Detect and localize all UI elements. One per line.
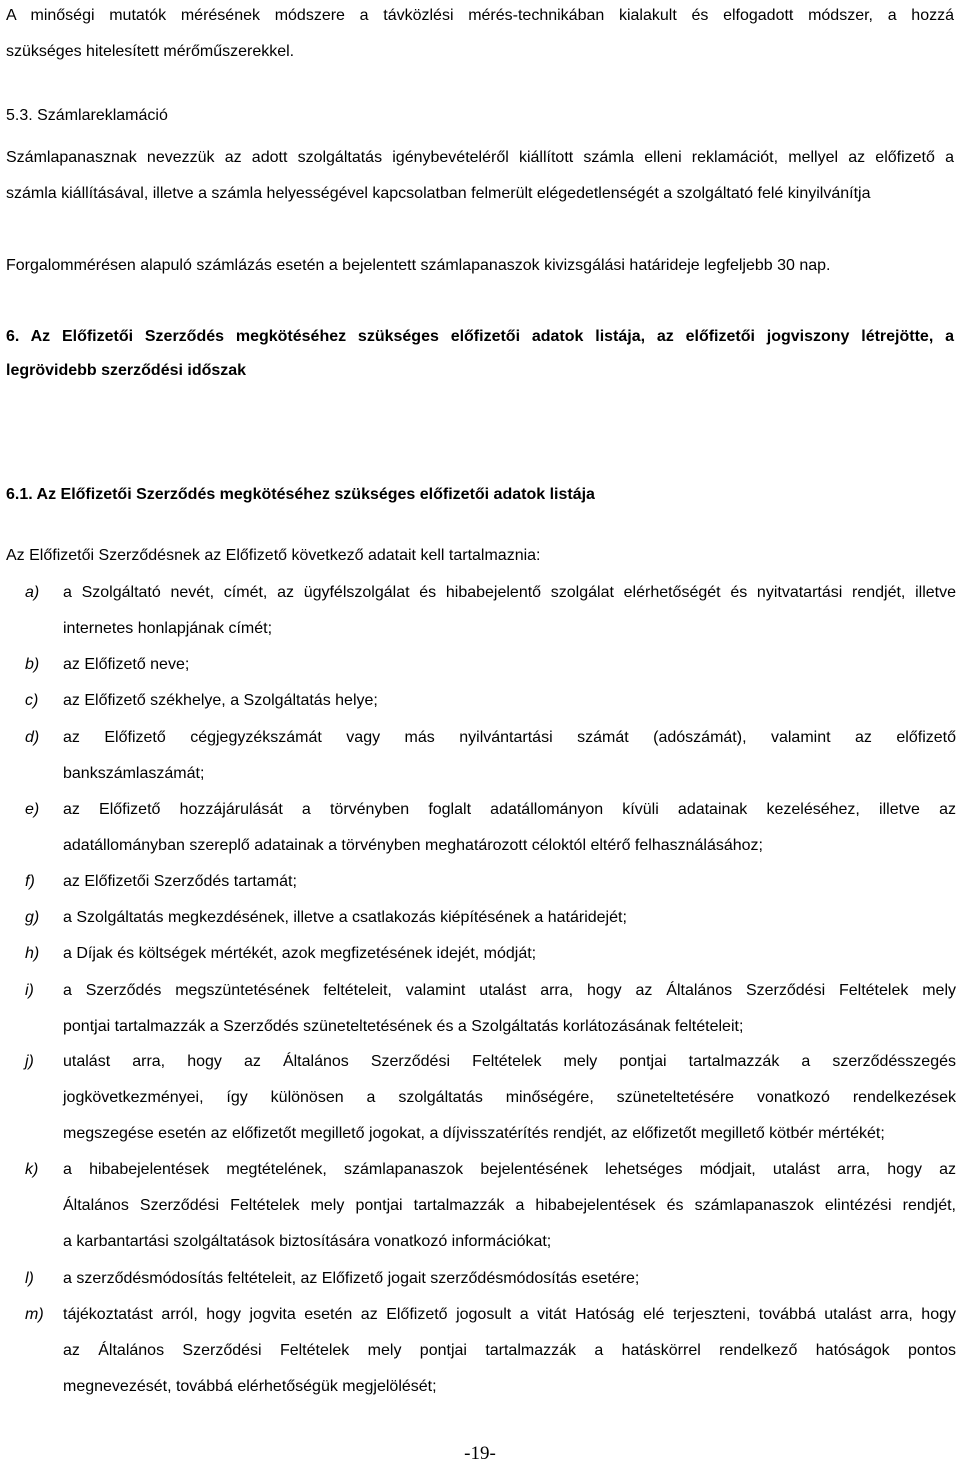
list-item-line: az Előfizető cégjegyzékszámát vagy más nyilvántartási számát (adószámát), valamint az előfizető [63, 729, 956, 746]
heading-line: 6. Az Előfizetői Szerződés megkötéséhez szükséges előfizetői adatok listája, az előfizetői jogviszony létrejötte, a [6, 328, 954, 345]
list-item-line: az Előfizető hozzájárulását a törvényben foglalt adatállományon kívüli adatainak kezeléséhez, illetve az [63, 801, 956, 818]
list-item-label: e) [25, 801, 40, 818]
list-item-line: tájékoztatást arról, hogy jogvita esetén az Előfizető jogosult a vitát Hatóság elé terjeszteni, továbbá utalást arra, hogy [63, 1306, 956, 1323]
list-item-line: a hibabejelentések megtételének, számlapanaszok bejelentésének lehetséges módjait, utalást arra, hogy az [63, 1161, 956, 1178]
list-item-line: utalást arra, hogy az Általános Szerződési Feltételek mely pontjai tartalmazzák a szerződésszegés [63, 1053, 956, 1070]
list-item-line: a karbantartási szolgáltatások biztosítására vonatkozó információkat; [63, 1233, 552, 1250]
list-item-line: az Általános Szerződési Feltételek mely pontjai tartalmazzák a hatáskörrel rendelkező hatóságok pontos [63, 1342, 956, 1359]
list-item-label: g) [25, 909, 40, 926]
list-item-label: m) [25, 1306, 44, 1323]
list-item-line: az Előfizetői Szerződés tartamát; [63, 873, 297, 890]
section-6-1-intro: Az Előfizetői Szerződésnek az Előfizető következő adatait kell tartalmaznia: [6, 547, 541, 564]
list-item-line: adatállományban szereplő adatainak a törvényben meghatározott céloktól eltérő felhasználásához; [63, 837, 763, 854]
list-item-label: h) [25, 945, 40, 962]
intro-paragraph [6, 6, 954, 62]
list-item-line: a Szolgáltatás megkezdésének, illetve a csatlakozás kiépítésének a határidejét; [63, 909, 627, 926]
list-item-label: a) [25, 584, 40, 601]
list-item-line: a Szerződés megszüntetésének feltételeit, valamint utalást arra, hogy az Általános Szerződési Feltételek mely [63, 982, 956, 999]
intro-line: szükséges hitelesített mérőműszerekkel. [6, 43, 295, 60]
list-item-line: a Szolgáltató nevét, címét, az ügyfélszolgálat és hibabejelentő szolgálat elérhetőségét és nyitvatartási rendjét, illetve [63, 584, 956, 601]
list-item-label: i) [25, 982, 34, 999]
list-item-label: c) [25, 692, 39, 709]
list-item-label: b) [25, 656, 40, 673]
list-item-label: j) [25, 1053, 34, 1070]
section-5-3-paragraph [6, 148, 954, 204]
list-item-line: a Díjak és költségek mértékét, azok megfizetésének idejét, módját; [63, 945, 537, 962]
list-item-line: megszegése esetén az előfizetőt megillető jogokat, a díjvisszatérítés rendjét, az előfizetőt megillető kötbér mértékét; [63, 1125, 885, 1142]
list-item-line: Általános Szerződési Feltételek mely pontjai tartalmazzák a hibabejelentések és számlapanaszok elintézési rendjét, [63, 1197, 956, 1214]
section-5-3-heading: 5.3. Számlareklamáció [6, 107, 168, 124]
list-item-label: f) [25, 873, 35, 890]
heading-line: legrövidebb szerződési időszak [6, 362, 247, 379]
list-item-line: az Előfizető székhelye, a Szolgáltatás helye; [63, 692, 378, 709]
paragraph-line: Számlapanasznak nevezzük az adott szolgáltatás igénybevételéről kiállított számla elleni reklamációt, mellyel az előfizető a [6, 149, 954, 166]
list-item-line: pontjai tartalmazzák a Szerződés szüneteltetésének és a Szolgáltatás korlátozásának feltételeit; [63, 1018, 744, 1035]
list-item-label: k) [25, 1161, 39, 1178]
list-item-line: bankszámlaszámát; [63, 765, 205, 782]
intro-line: A minőségi mutatók mérésének módszere a távközlési mérés-technikában kialakult és elfogadott módszer, a hozzá [6, 7, 954, 24]
list-item-line: a szerződésmódosítás feltételeit, az Előfizető jogait szerződésmódosítás esetére; [63, 1270, 640, 1287]
list-item-line: megnevezését, továbbá elérhetőségük megjelölését; [63, 1378, 437, 1395]
list-item-line: internetes honlapjának címét; [63, 620, 273, 637]
section-6-1-heading: 6.1. Az Előfizetői Szerződés megkötéséhez szükséges előfizetői adatok listája [6, 486, 595, 503]
list-item-label: d) [25, 729, 40, 746]
page-number: -19- [464, 1443, 496, 1464]
list-item-line: jogkövetkezményei, így különösen a szolgáltatás minőségére, szüneteltetésére vonatkozó rendelkezések [63, 1089, 956, 1106]
list-item-label: l) [25, 1270, 34, 1287]
section-6-heading [6, 327, 954, 381]
list-item-line: az Előfizető neve; [63, 656, 190, 673]
paragraph-line: számla kiállításával, illetve a számla helyességével kapcsolatban felmerült elégedetlenségét a szolgáltató felé kinyilvánítja [6, 185, 871, 202]
section-5-3-paragraph-2: Forgalommérésen alapuló számlázás esetén a bejelentett számlapanaszok kivizsgálási határideje legfeljebb 30 nap. [6, 257, 831, 274]
